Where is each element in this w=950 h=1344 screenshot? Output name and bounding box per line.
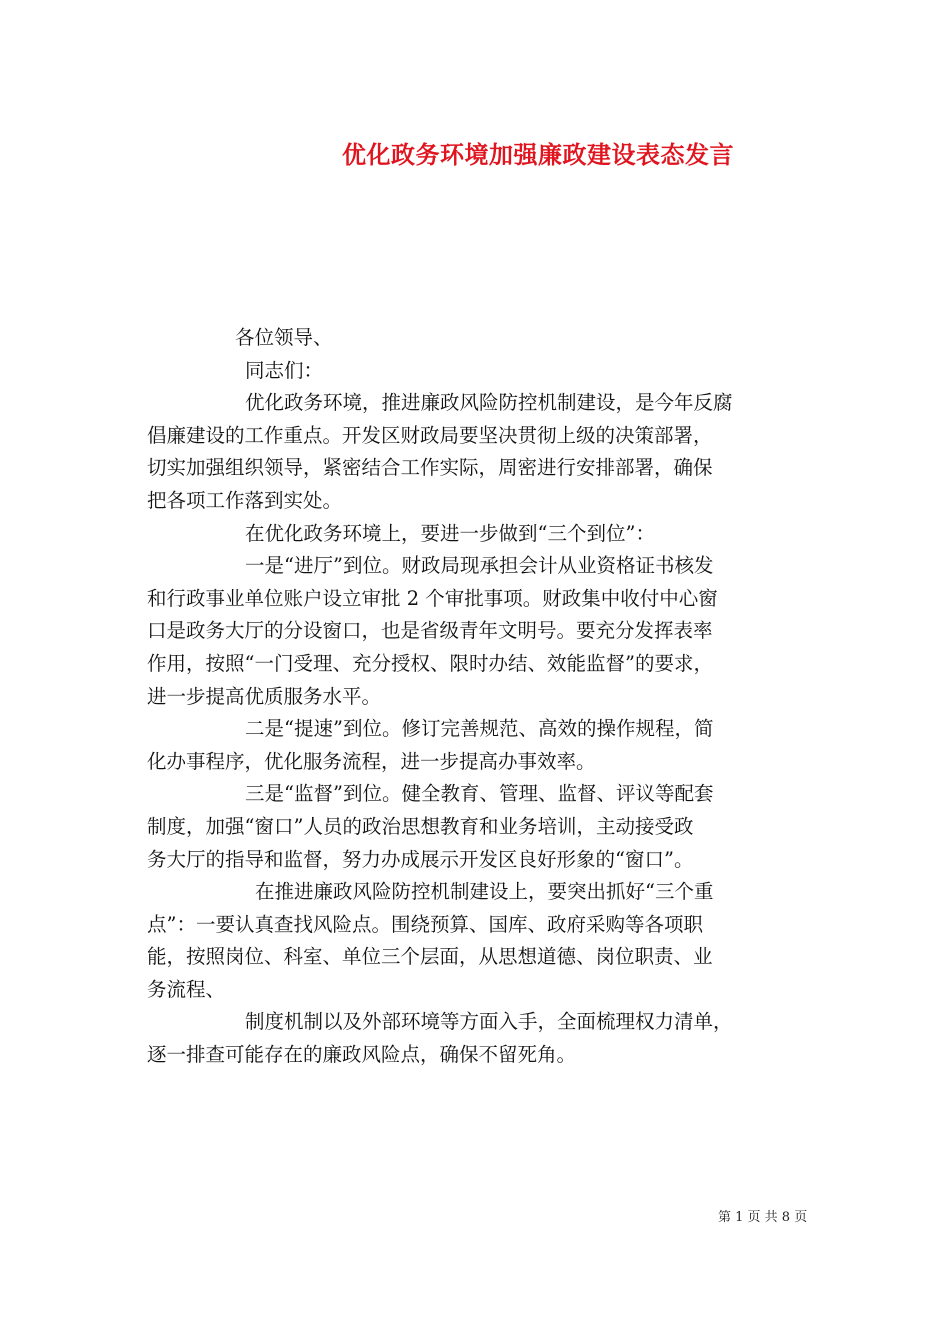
salutation-line: 各位领导、: [235, 326, 333, 349]
paragraph-line: 在优化政务环境上，要进一步做到“三个到位”：: [245, 521, 655, 545]
paragraph-line: 把各项工作落到实处。: [147, 488, 343, 512]
salutation-line: 同志们：: [245, 358, 324, 382]
paragraph-line: 三是“监督”到位。健全教育、管理、监督、评议等配套: [245, 782, 714, 806]
paragraph-line: 和行政事业单位账户设立审批 2 个审批事项。财政集中收付中心窗: [147, 586, 718, 610]
paragraph-line: 切实加强组织领导，紧密结合工作实际，周密进行安排部署，确保: [147, 456, 713, 480]
paragraph-line: 务大厅的指导和监督，努力办成展示开发区良好形象的“窗口”。: [147, 847, 694, 871]
paragraph-line: 二是“提速”到位。修订完善规范、高效的操作规程，简: [245, 717, 714, 741]
document-body: [147, 322, 827, 1072]
paragraph-line: 制度，加强“窗口”人员的政治思想教育和业务培训，主动接受政: [147, 814, 694, 838]
paragraph-line: 逐一排查可能存在的廉政风险点，确保不留死角。: [147, 1043, 577, 1067]
paragraph-line: 优化政务环境，推进廉政风险防控机制建设，是今年反腐: [245, 391, 733, 415]
paragraph-line: 作用，按照“一门受理、充分授权、限时办结、效能监督”的要求，: [147, 651, 713, 675]
paragraph-line: 倡廉建设的工作重点。开发区财政局要坚决贯彻上级的决策部署，: [147, 423, 713, 447]
paragraph-line: 能，按照岗位、科室、单位三个层面，从思想道德、岗位职责、业: [147, 945, 713, 969]
page-number: 第 1 页 共 8 页: [718, 1210, 808, 1225]
paragraph-line: 口是政务大厅的分设窗口，也是省级青年文明号。要充分发挥表率: [147, 619, 713, 643]
paragraph-line: 化办事程序，优化服务流程，进一步提高办事效率。: [147, 749, 596, 773]
paragraph-line: 在推进廉政风险防控机制建设上，要突出抓好“三个重: [255, 880, 714, 904]
paragraph-line: 一是“进厅”到位。财政局现承担会计从业资格证书核发: [245, 554, 714, 578]
document-title: 优化政务环境加强廉政建设表态发言: [342, 140, 734, 169]
paragraph-line: 进一步提高优质服务水平。: [147, 684, 382, 708]
paragraph-line: 点”：一要认真查找风险点。围绕预算、国库、政府采购等各项职: [147, 912, 703, 936]
paragraph-line: 务流程、: [147, 977, 226, 1001]
paragraph-line: 制度机制以及外部环境等方面入手，全面梳理权力清单，: [245, 1010, 733, 1034]
